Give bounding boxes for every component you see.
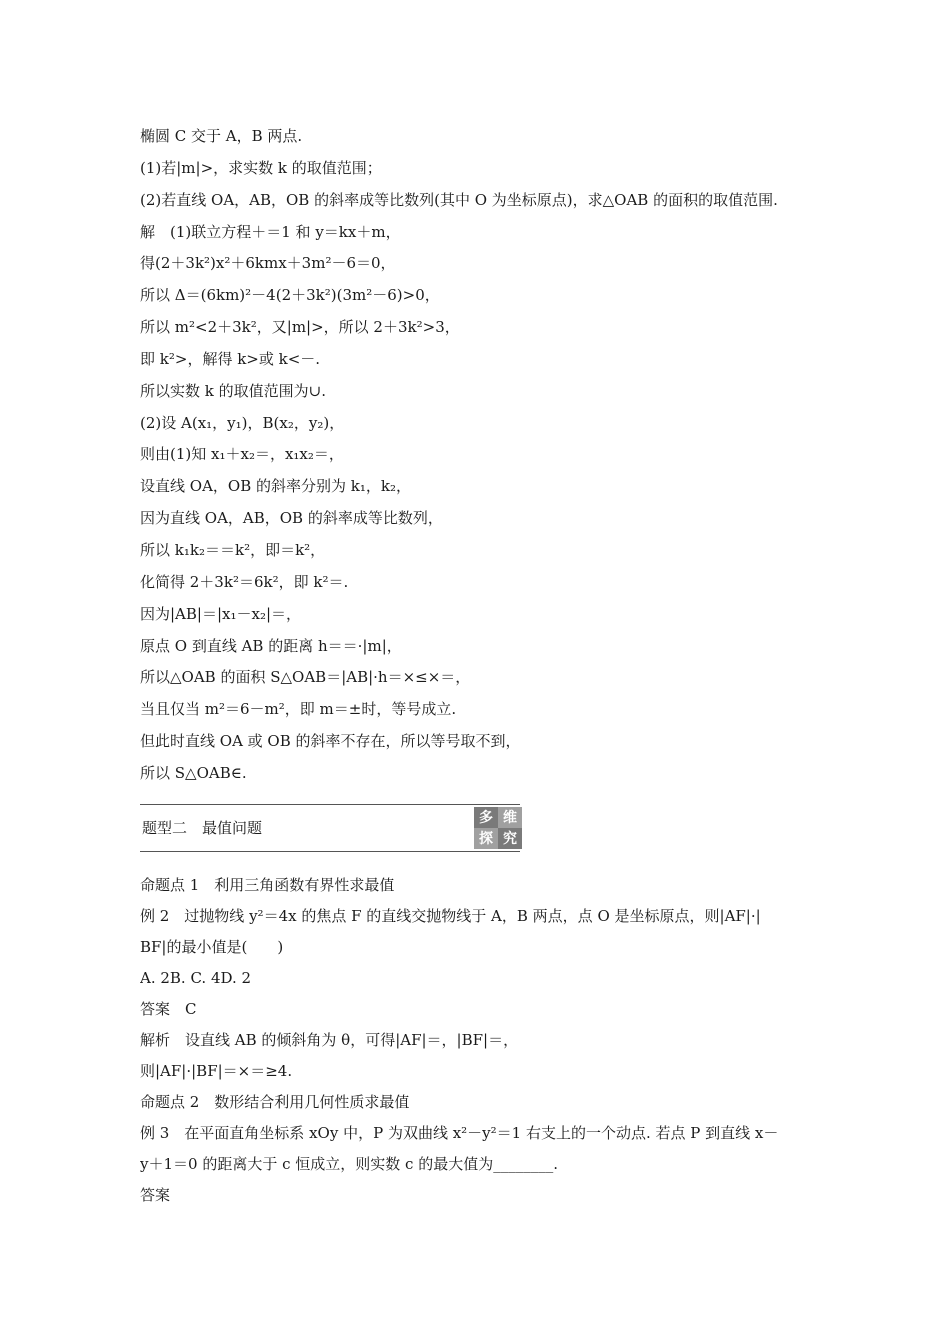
problems-block (140, 874, 815, 1206)
text-line: BF|的最小值是( ) (140, 937, 284, 956)
text-line: 所以 m²<2＋3k²，又|m|>，所以 2＋3k²>3， (140, 318, 460, 337)
text-line: 所以△OAB 的面积 S△OAB＝|AB|·h＝×≤×＝， (140, 668, 471, 687)
badge-char: 究 (498, 828, 522, 849)
badge-char: 多 (474, 807, 498, 828)
text-line: 解 (1)联立方程＋＝1 和 y＝kx＋m， (140, 222, 401, 241)
solution-block (140, 125, 815, 784)
text-line: (1)若|m|>，求实数 k 的取值范围； (140, 158, 382, 177)
text-line: 但此时直线 OA 或 OB 的斜率不存在，所以等号取不到， (140, 732, 521, 751)
subheading: 命题点 1 利用三角函数有界性求最值 (140, 875, 395, 894)
text-line: 设直线 OA，OB 的斜率分别为 k₁，k₂， (140, 477, 411, 496)
text-line: 因为|AB|＝|x₁－x₂|＝， (140, 604, 302, 623)
text-line: 化简得 2＋3k²＝6k²，即 k²＝. (140, 572, 349, 591)
text-line: 则|AF|·|BF|＝×＝≥4. (140, 1061, 293, 1080)
text-line: 则由(1)知 x₁＋x₂＝，x₁x₂＝， (140, 445, 344, 464)
text-line: 所以 S△OAB∈. (140, 763, 247, 782)
text-line: 得(2＋3k²)x²＋6kmx＋3m²－6＝0， (140, 254, 396, 273)
text-line: 例 3 在平面直角坐标系 xOy 中，P 为双曲线 x²－y²＝1 右支上的一个动点. 若点 P 到直线 x－ (140, 1123, 779, 1142)
section-header (140, 804, 520, 852)
answer-line: 答案 C (140, 999, 197, 1018)
text-line: 解析 设直线 AB 的倾斜角为 θ，可得|AF|＝，|BF|＝， (140, 1030, 519, 1049)
text-line: (2)若直线 OA，AB，OB 的斜率成等比数列(其中 O 为坐标原点)，求△OAB 的面积的取值范围. (140, 190, 778, 209)
text-line: 所以 k₁k₂＝＝k²，即＝k²， (140, 540, 326, 559)
options-line: A. 2B. C. 4D. 2 (140, 968, 252, 987)
text-line: y＋1＝0 的距离大于 c 恒成立，则实数 c 的最大值为________. (140, 1154, 558, 1173)
answer-line: 答案 (140, 1185, 171, 1204)
document-content (140, 125, 815, 1215)
text-line: (2)设 A(x₁，y₁)，B(x₂，y₂)， (140, 413, 345, 432)
text-line: 因为直线 OA，AB，OB 的斜率成等比数列， (140, 509, 443, 528)
badge-char: 探 (474, 828, 498, 849)
section-badge (474, 807, 522, 849)
text-line: 即 k²>，解得 k>或 k<－. (140, 349, 321, 368)
text-line: 当且仅当 m²＝6－m²，即 m＝±时，等号成立. (140, 700, 457, 719)
text-line: 原点 O 到直线 AB 的距离 h＝＝·|m|， (140, 636, 402, 655)
text-line: 所以 Δ＝(6km)²－4(2＋3k²)(3m²－6)>0， (140, 286, 440, 305)
subheading: 命题点 2 数形结合利用几何性质求最值 (140, 1092, 410, 1111)
text-line: 椭圆 C 交于 A，B 两点. (140, 127, 303, 145)
text-line: 所以实数 k 的取值范围为∪. (140, 381, 326, 400)
text-line: 例 2 过抛物线 y²＝4x 的焦点 F 的直线交抛物线于 A，B 两点，点 O 是坐标原点，则|AF|·| (140, 906, 761, 925)
section-title: 题型二 最值问题 (142, 818, 263, 837)
badge-char: 维 (498, 807, 522, 828)
